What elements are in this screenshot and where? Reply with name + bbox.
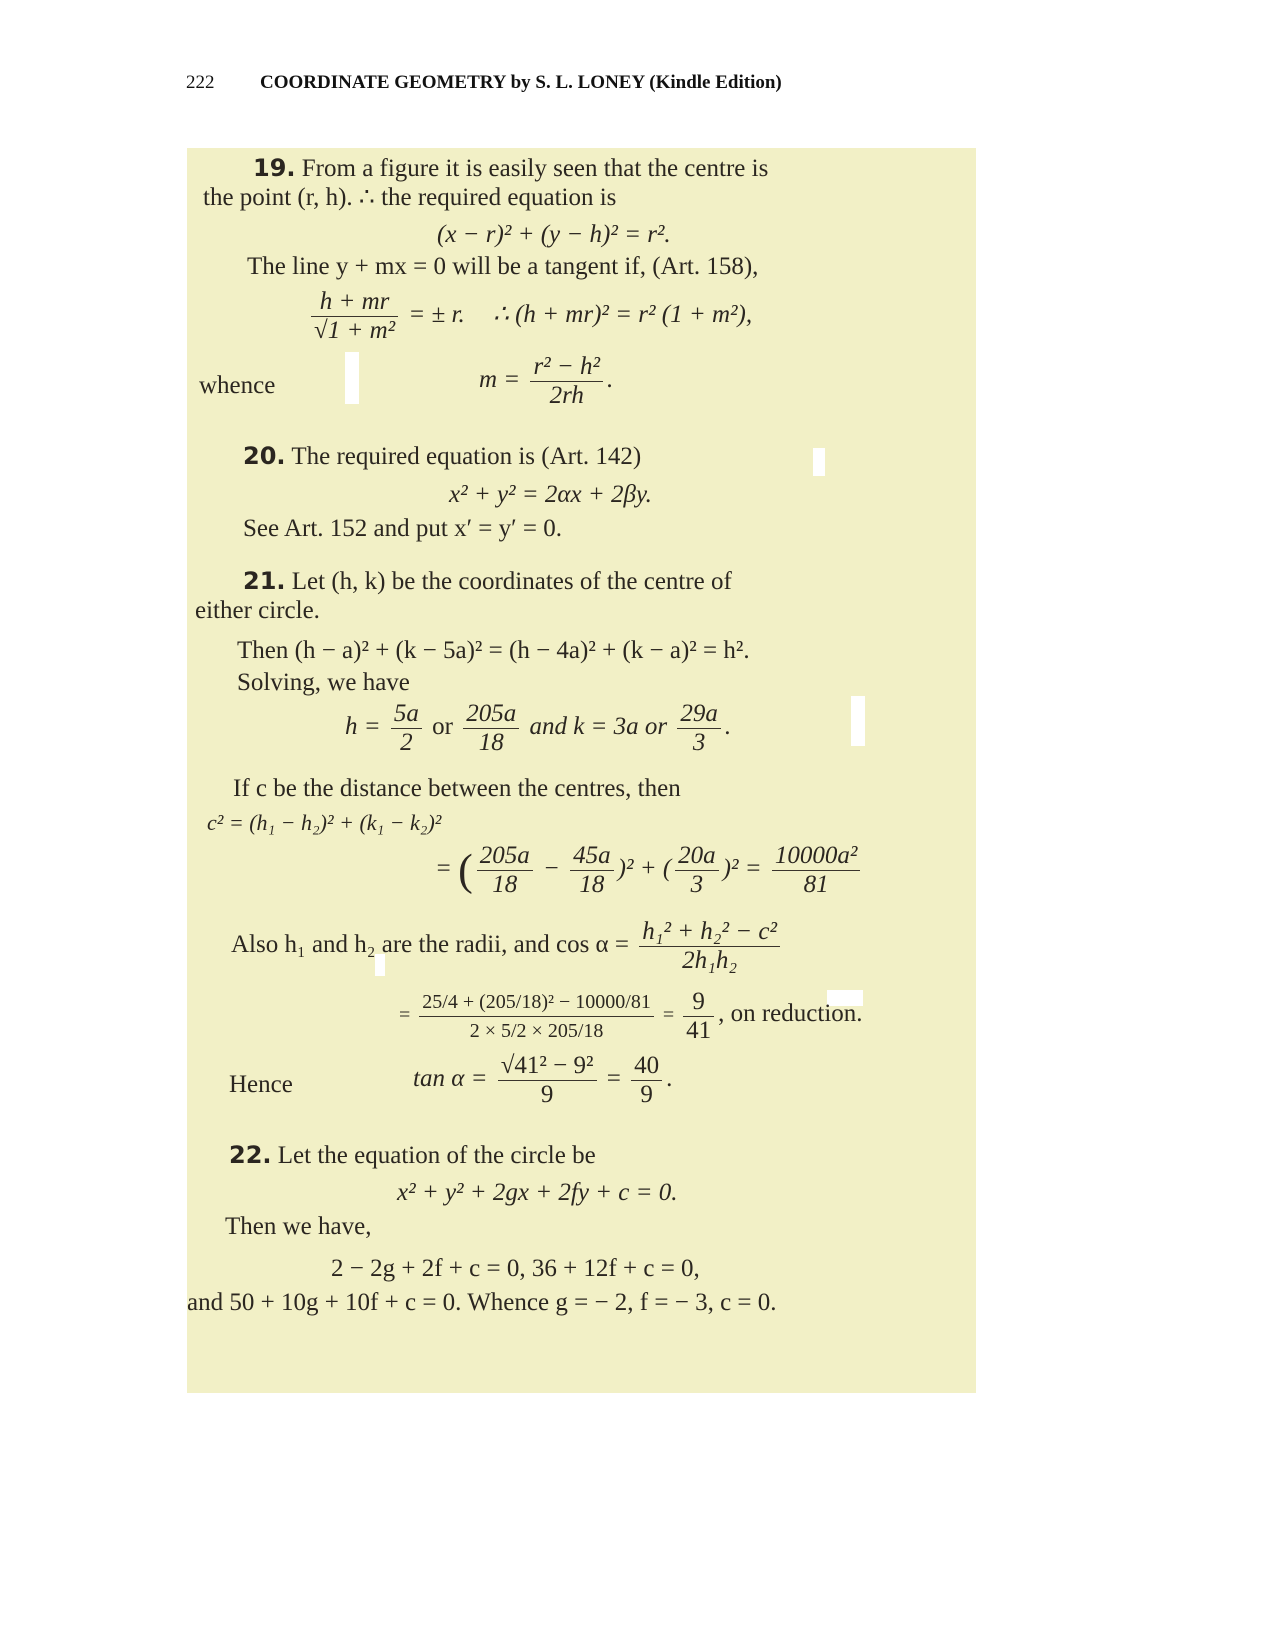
- p19-line-1: [253, 153, 768, 184]
- text: ∴ (h + mr)² = r² (1 + m²),: [492, 301, 753, 329]
- p20-line-2: See Art. 152 and put x′ = y′ = 0.: [243, 515, 562, 542]
- denominator: √1 + m²: [314, 317, 396, 344]
- equation: x² + y² + 2gx + 2fy + c = 0.: [397, 1179, 678, 1206]
- fraction: [477, 842, 533, 899]
- text: m =: [479, 366, 521, 394]
- numerator: 9: [683, 988, 714, 1017]
- numerator: h₁² + h₂² − c²: [639, 918, 780, 947]
- distance-equation: c² = (h₁ − h₂)² + (k₁ − k₂)²: [207, 810, 442, 835]
- numerator: 45a: [570, 842, 614, 871]
- denominator: 9: [640, 1081, 653, 1108]
- section-number: 22.: [229, 1141, 272, 1169]
- numerator: 205a: [463, 700, 519, 729]
- numerator: 25/4 + (205/18)² − 10000/81: [419, 988, 654, 1017]
- numerator: 40: [631, 1052, 662, 1081]
- page-header: [186, 72, 782, 94]
- fraction: [311, 288, 398, 345]
- equation: (x − r)² + (y − h)² = r².: [437, 221, 671, 248]
- fraction: [530, 353, 603, 410]
- page-number: 222: [186, 72, 215, 93]
- section-number: 21.: [243, 567, 286, 595]
- denominator: 2rh: [549, 382, 584, 409]
- denominator: 81: [803, 871, 829, 898]
- fraction: [631, 1052, 662, 1109]
- denominator: 41: [686, 1017, 712, 1044]
- tangent-condition: [307, 288, 752, 345]
- text: .: [724, 713, 732, 741]
- text: , on reduction.: [718, 1000, 863, 1028]
- text: = ± r.: [408, 301, 465, 329]
- cosine-value: = $\frac{\text{25/4 + (205/18)² − 10000/81}}{2 \times 5/2 \times 205/18}$ = $\frac{9}{41}$ , on reduction.: [399, 988, 863, 1044]
- fraction: [683, 988, 714, 1045]
- book-title: COORDINATE GEOMETRY by S. L. LONEY (Kindle Edition): [260, 72, 782, 93]
- fraction: [391, 700, 422, 757]
- fraction: [498, 1052, 597, 1109]
- numerator: 5a: [391, 700, 422, 729]
- denominator: 18: [478, 729, 504, 756]
- numerator: h + mr: [311, 288, 398, 317]
- text: or: [432, 713, 453, 741]
- scan-blemish: [851, 696, 865, 746]
- numerator: 29a: [677, 700, 721, 729]
- text: Also h₁ and h₂ are the radii, and cos α =: [231, 931, 629, 959]
- denominator: 2h₁h₂: [682, 947, 738, 974]
- whence-label: whence: [199, 372, 276, 399]
- equation: x² + y² = 2αx + 2βy.: [449, 481, 652, 508]
- section-number: 19.: [253, 154, 296, 182]
- p22-line-4: and 50 + 10g + 10f + c = 0. Whence g = − 2, f = − 3, c = 0.: [187, 1289, 777, 1316]
- p21-line-2: either circle.: [195, 597, 320, 624]
- numerator: 10000a²: [772, 842, 861, 871]
- p20-line-1: [243, 441, 641, 472]
- text: tan α =: [413, 1065, 488, 1093]
- text: )² =: [722, 855, 762, 883]
- text: The required equation is (Art. 142): [291, 443, 642, 470]
- denominator: 2: [400, 729, 413, 756]
- numerator: r² − h²: [530, 353, 603, 382]
- denominator: 2 × 5/2 × 205/18: [469, 1020, 604, 1042]
- fraction: [639, 918, 780, 975]
- fraction: [463, 700, 519, 757]
- fraction: [772, 842, 861, 899]
- scan-blemish: [813, 448, 825, 476]
- p19-line-2: the point (r, h). ∴ the required equation is: [203, 184, 617, 211]
- denominator: 3: [692, 729, 706, 756]
- denominator: 18: [579, 871, 605, 898]
- solution-equation: [345, 700, 731, 757]
- scan-blemish: [345, 352, 359, 404]
- denominator: 3: [690, 871, 704, 898]
- denominator: 18: [492, 871, 518, 898]
- text: .: [607, 366, 614, 394]
- distance-value: = ( $\frac{205a}{18}$ − $\frac{45a}{18}$ )² + ( $\frac{20a}{3}$ )² = $\frac{\text{10000a²}}{81}$: [435, 842, 864, 899]
- text: Let (h, k) be the coordinates of the centre of: [291, 568, 732, 595]
- denominator: 9: [540, 1081, 554, 1108]
- p22-line-1: [229, 1140, 596, 1171]
- fraction: [677, 700, 721, 757]
- section-number: 20.: [243, 442, 286, 470]
- text: From a figure it is easily seen that the centre is: [301, 155, 769, 182]
- p21-line-3: Then (h − a)² + (k − 5a)² = (h − 4a)² + (k − a)² = h².: [237, 637, 750, 664]
- p21-line-7: [231, 918, 784, 975]
- text: Let the equation of the circle be: [277, 1142, 596, 1169]
- p22-line-2: Then we have,: [225, 1213, 372, 1240]
- text: h =: [345, 713, 381, 741]
- text: =: [435, 855, 452, 883]
- p22-line-3: 2 − 2g + 2f + c = 0, 36 + 12f + c = 0,: [331, 1255, 700, 1282]
- p21-line-4: Solving, we have: [237, 669, 410, 696]
- p19-line-3: The line y + mx = 0 will be a tangent if, (Art. 158),: [247, 253, 759, 280]
- numerator: √41² − 9²: [498, 1052, 597, 1081]
- numerator: 205a: [477, 842, 533, 871]
- hence-label: Hence: [229, 1071, 293, 1098]
- slope-equation: [479, 353, 613, 410]
- fraction: [570, 842, 614, 899]
- p21-line-1: [243, 566, 732, 597]
- fraction: [419, 988, 654, 1045]
- scanned-page: [187, 148, 976, 1393]
- text: −: [543, 855, 560, 883]
- text: )² + (: [617, 855, 672, 883]
- numerator: 20a: [675, 842, 719, 871]
- p21-line-5: If c be the distance between the centres, then: [233, 775, 681, 802]
- tangent-value: tan α = $\frac{\text{√41² − 9²}}{9}$ = $\frac{40}{9}$ .: [413, 1052, 673, 1108]
- text: and k = 3a or: [529, 713, 668, 741]
- fraction: [675, 842, 719, 899]
